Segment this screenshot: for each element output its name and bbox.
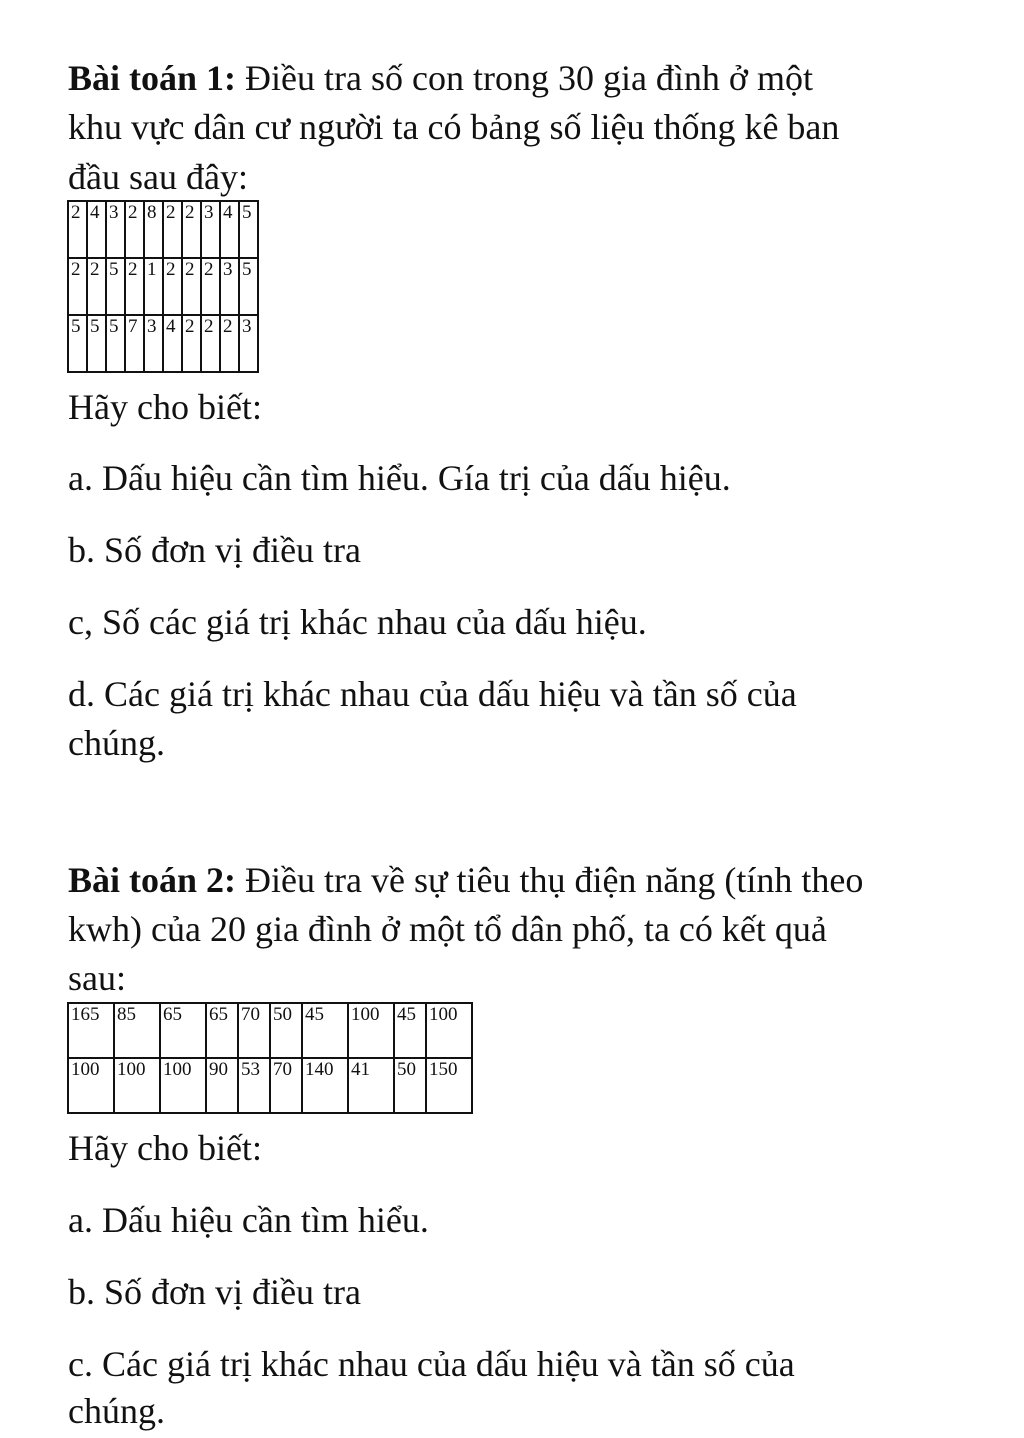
table-cell: 2 [163,258,182,315]
table-cell: 5 [239,258,258,315]
problem2-intro-line-2: kwh) của 20 gia đình ở một tổ dân phố, ta có kết quả [68,909,827,949]
table-cell: 2 [87,258,106,315]
table-cell: 8 [144,201,163,258]
table-cell: 50 [394,1058,426,1113]
problem1-question-d: d. Các giá trị khác nhau của dấu hiệu và tần số của [68,674,797,714]
problem2-question-c: c. Các giá trị khác nhau của dấu hiệu và tần số của [68,1344,795,1384]
table-cell: 100 [348,1003,394,1058]
table-cell: 5 [106,315,125,372]
table-cell: 3 [106,201,125,258]
table-row [68,1058,472,1113]
table-cell: 45 [302,1003,348,1058]
table-cell: 150 [426,1058,472,1113]
table-cell: 100 [114,1058,160,1113]
table-cell: 2 [201,315,220,372]
table-cell: 5 [87,315,106,372]
problem2-intro-line-3: sau: [68,958,126,998]
table-cell: 100 [160,1058,206,1113]
problem1-title: Bài toán 1: [68,58,237,98]
table-cell: 3 [144,315,163,372]
table-cell: 85 [114,1003,160,1058]
problem1-intro-line-1: Bài toán 1: Điều tra số con trong 30 gia đình ở một [68,58,813,98]
table-cell: 4 [163,315,182,372]
problem1-question-b: b. Số đơn vị điều tra [68,530,362,570]
table-cell: 2 [163,201,182,258]
table-cell: 7 [125,315,144,372]
table-row [68,258,258,315]
problem2-question-c-cont: chúng. [68,1391,165,1431]
problem1-prompt: Hãy cho biết: [68,387,262,427]
table-cell: 3 [220,258,239,315]
problem1-intro-line-3: đầu sau đây: [68,157,248,197]
table-cell: 3 [239,315,258,372]
table-cell: 5 [68,315,87,372]
table-row [68,1003,472,1058]
table-cell: 41 [348,1058,394,1113]
table-cell: 2 [182,258,201,315]
problem2-question-b: b. Số đơn vị điều tra [68,1272,362,1312]
problem2-intro-line-1: Bài toán 2: Điều tra về sự tiêu thụ điện năng (tính theo [68,860,864,900]
table-cell: 140 [302,1058,348,1113]
table-cell: 100 [426,1003,472,1058]
table-cell: 1 [144,258,163,315]
table-cell: 2 [125,258,144,315]
problem1-question-a: a. Dấu hiệu cần tìm hiểu. Gía trị của dấu hiệu. [68,458,731,498]
table-cell: 50 [270,1003,302,1058]
table-cell: 2 [220,315,239,372]
problem1-data-table [67,200,259,373]
table-cell: 45 [394,1003,426,1058]
problem2-prompt: Hãy cho biết: [68,1128,262,1168]
problem2-title: Bài toán 2: [68,860,237,900]
table-cell: 2 [125,201,144,258]
table-cell: 70 [270,1058,302,1113]
table-cell: 100 [68,1058,114,1113]
table-cell: 53 [238,1058,270,1113]
table-row [68,201,258,258]
table-cell: 4 [220,201,239,258]
problem1-question-d-cont: chúng. [68,723,165,763]
table-cell: 2 [201,258,220,315]
problem1-question-c: c, Số các giá trị khác nhau của dấu hiệu. [68,602,647,642]
table-cell: 165 [68,1003,114,1058]
table-cell: 5 [106,258,125,315]
problem2-question-a: a. Dấu hiệu cần tìm hiểu. [68,1200,429,1240]
table-cell: 2 [68,201,87,258]
table-cell: 70 [238,1003,270,1058]
problem2-data-table [67,1002,473,1114]
problem1-intro-line-2: khu vực dân cư người ta có bảng số liệu thống kê ban [68,107,840,147]
table-cell: 2 [68,258,87,315]
table-cell: 90 [206,1058,238,1113]
table-cell: 2 [182,315,201,372]
table-cell: 3 [201,201,220,258]
table-row [68,315,258,372]
table-cell: 5 [239,201,258,258]
table-cell: 4 [87,201,106,258]
table-cell: 65 [160,1003,206,1058]
table-cell: 2 [182,201,201,258]
table-cell: 65 [206,1003,238,1058]
